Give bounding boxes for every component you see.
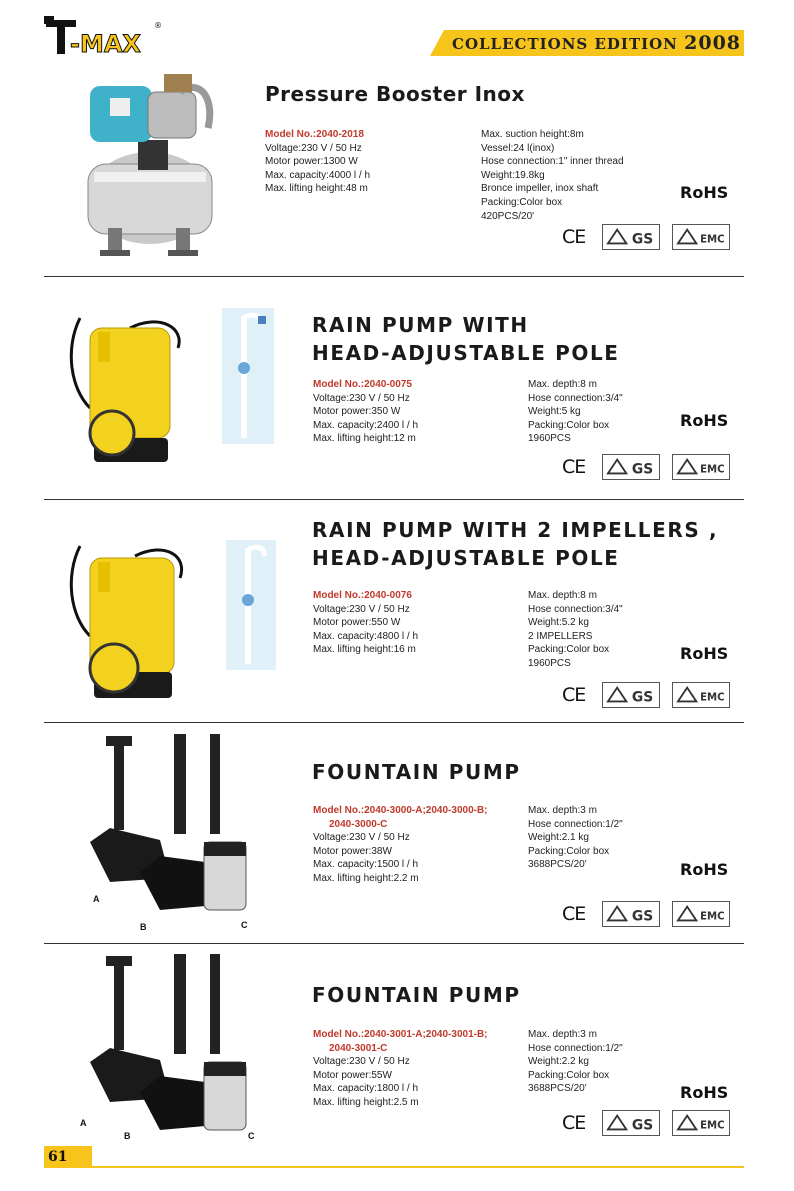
product-title xyxy=(312,311,620,367)
spec-hose: Hose connection:3/4" xyxy=(528,603,623,615)
svg-text:-MAX: -MAX xyxy=(70,30,141,58)
product-title: FOUNTAIN PUMP xyxy=(312,983,521,1007)
spec-weight: Weight:19.8kg xyxy=(481,169,545,181)
spec-left xyxy=(313,804,488,886)
collection-edition-title: COLLECTIONS EDITION 2008 xyxy=(452,32,742,54)
spec-lifting-height: Max. lifting height:12 m xyxy=(313,433,416,445)
model-number: Model No.:2040-0076 xyxy=(313,590,412,601)
product-title: Pressure Booster Inox xyxy=(265,82,525,106)
spec-hose: Hose connection:3/4" xyxy=(528,392,623,404)
section-divider xyxy=(44,276,744,277)
svg-text:GS: GS xyxy=(631,231,654,248)
spec-motor-power: Motor power:55W xyxy=(313,1069,392,1081)
adjustable-pole-photo xyxy=(226,540,276,670)
rohs-label: RoHS xyxy=(680,183,729,202)
spec-lifting-height: Max. lifting height:48 m xyxy=(265,183,368,195)
spec-voltage: Voltage:230 V / 50 Hz xyxy=(313,1056,410,1068)
spec-hose: Hose connection:1/2" xyxy=(528,1042,623,1054)
rain-pump-photo xyxy=(60,308,190,468)
spec-packing: Packing:Color box xyxy=(528,419,610,431)
spec-weight: Weight:5 kg xyxy=(528,406,581,418)
svg-text:EMC: EMC xyxy=(700,1120,725,1132)
caption-b: B xyxy=(124,1131,131,1141)
svg-text:EMC: EMC xyxy=(700,234,725,246)
caption-a: A xyxy=(93,894,100,904)
spec-motor-power: Motor power:1300 W xyxy=(265,156,358,168)
spec-motor-power: Motor power:350 W xyxy=(313,406,401,418)
spec-quantity: 3688PCS/20' xyxy=(528,859,587,871)
title-line-1: RAIN PUMP WITH 2 IMPELLERS , xyxy=(312,518,719,542)
spec-weight: Weight:2.2 kg xyxy=(528,1056,589,1068)
spec-left xyxy=(313,1028,488,1110)
spec-capacity: Max. capacity:4800 l / h xyxy=(313,630,419,642)
spec-right xyxy=(481,128,624,223)
ce-mark-icon: CE xyxy=(562,903,586,925)
section-divider xyxy=(44,499,744,500)
spec-voltage: Voltage:230 V / 50 Hz xyxy=(313,392,410,404)
rohs-label: RoHS xyxy=(680,644,729,663)
spec-depth: Max. depth:3 m xyxy=(528,805,597,816)
spec-lifting-height: Max. lifting height:2.5 m xyxy=(313,1096,419,1108)
title-line-2: HEAD-ADJUSTABLE POLE xyxy=(312,546,620,570)
tuv-emc-mark-icon xyxy=(672,901,730,927)
certification-marks xyxy=(562,224,742,250)
spec-packing: Packing:Color box xyxy=(528,1069,610,1081)
certification-marks xyxy=(562,1110,742,1136)
fountain-pump-photo xyxy=(70,952,250,1142)
spec-lifting-height: Max. lifting height:2.2 m xyxy=(313,872,419,884)
spec-capacity: Max. capacity:4000 l / h xyxy=(265,169,371,181)
ce-mark-icon: CE xyxy=(562,684,586,706)
rain-pump-2-impellers-photo xyxy=(60,536,190,704)
pressure-booster-photo xyxy=(80,68,220,260)
spec-suction-height: Max. suction height:8m xyxy=(481,129,584,140)
tuv-emc-mark-icon xyxy=(672,454,730,480)
caption-c: C xyxy=(241,920,248,930)
title-line-1: RAIN PUMP WITH xyxy=(312,313,529,337)
svg-text:EMC: EMC xyxy=(700,911,725,923)
certification-marks xyxy=(562,454,742,480)
spec-packing: Packing:Color box xyxy=(528,644,610,656)
caption-b: B xyxy=(140,922,147,932)
rohs-label: RoHS xyxy=(680,411,729,430)
rohs-label: RoHS xyxy=(680,860,729,879)
section-divider xyxy=(44,943,744,944)
certification-marks xyxy=(562,682,742,708)
spec-left xyxy=(313,589,418,657)
page-number: 61 xyxy=(48,1149,68,1165)
model-number: Model No.:2040-0075 xyxy=(313,379,412,390)
spec-right xyxy=(528,589,623,671)
spec-capacity: Max. capacity:1800 l / h xyxy=(313,1083,419,1095)
model-number: Model No.:2040-3000-A;2040-3000-B; xyxy=(313,805,488,816)
svg-text:GS: GS xyxy=(631,689,654,706)
footer-rule xyxy=(92,1166,744,1168)
caption-c: C xyxy=(248,1131,255,1141)
tuv-gs-mark-icon xyxy=(602,901,660,927)
tuv-emc-mark-icon xyxy=(672,1110,730,1136)
spec-quantity: 1960PCS xyxy=(528,657,571,669)
spec-hose: Hose connection:1/2" xyxy=(528,818,623,830)
spec-motor-power: Motor power:550 W xyxy=(313,617,401,629)
svg-text:GS: GS xyxy=(631,461,654,478)
svg-text:GS: GS xyxy=(631,908,654,925)
svg-text:EMC: EMC xyxy=(700,692,725,704)
ce-mark-icon: CE xyxy=(562,1112,586,1134)
spec-right xyxy=(528,1028,623,1096)
spec-weight: Weight:5.2 kg xyxy=(528,617,589,629)
model-number-continued: 2040-3001-C xyxy=(329,1042,388,1054)
spec-impellers: 2 IMPELLERS xyxy=(528,630,593,642)
spec-depth: Max. depth:3 m xyxy=(528,1029,597,1040)
certification-marks xyxy=(562,901,742,927)
ce-mark-icon: CE xyxy=(562,226,586,248)
adjustable-pole-photo xyxy=(222,308,274,444)
spec-quantity: 3688PCS/20' xyxy=(528,1083,587,1095)
tuv-gs-mark-icon xyxy=(602,454,660,480)
spec-lifting-height: Max. lifting height:16 m xyxy=(313,644,416,656)
tuv-emc-mark-icon xyxy=(672,224,730,250)
spec-vessel: Vessel:24 l(inox) xyxy=(481,142,555,154)
tuv-gs-mark-icon xyxy=(602,224,660,250)
t-max-logo xyxy=(44,14,164,60)
spec-capacity: Max. capacity:2400 l / h xyxy=(313,419,419,431)
spec-quantity: 420PCS/20' xyxy=(481,210,535,222)
spec-voltage: Voltage:230 V / 50 Hz xyxy=(313,603,410,615)
model-number: Model No.:2040-2018 xyxy=(265,129,364,140)
title-line-2: HEAD-ADJUSTABLE POLE xyxy=(312,341,620,365)
spec-right xyxy=(528,804,623,872)
spec-hose: Hose connection:1" inner thread xyxy=(481,156,624,168)
spec-impeller: Bronce impeller, inox shaft xyxy=(481,183,599,195)
svg-text:EMC: EMC xyxy=(700,464,725,476)
spec-packing: Packing:Color box xyxy=(528,845,610,857)
tuv-gs-mark-icon xyxy=(602,1110,660,1136)
spec-right xyxy=(528,378,623,446)
spec-left xyxy=(313,378,418,446)
spec-left xyxy=(265,128,370,196)
model-number: Model No.:2040-3001-A;2040-3001-B; xyxy=(313,1029,488,1040)
product-title xyxy=(312,516,718,572)
caption-a: A xyxy=(80,1118,87,1128)
spec-depth: Max. depth:8 m xyxy=(528,379,597,390)
spec-voltage: Voltage:230 V / 50 Hz xyxy=(265,142,362,154)
tuv-gs-mark-icon xyxy=(602,682,660,708)
section-divider xyxy=(44,722,744,723)
spec-depth: Max. depth:8 m xyxy=(528,590,597,601)
tuv-emc-mark-icon xyxy=(672,682,730,708)
svg-text:GS: GS xyxy=(631,1117,654,1134)
svg-text:®: ® xyxy=(154,21,162,30)
spec-weight: Weight:2.1 kg xyxy=(528,832,589,844)
rohs-label: RoHS xyxy=(680,1083,729,1102)
spec-packing: Packing:Color box xyxy=(481,196,563,208)
model-number-continued: 2040-3000-C xyxy=(329,818,388,830)
spec-quantity: 1960PCS xyxy=(528,433,571,445)
spec-capacity: Max. capacity:1500 l / h xyxy=(313,859,419,871)
spec-voltage: Voltage:230 V / 50 Hz xyxy=(313,832,410,844)
product-title: FOUNTAIN PUMP xyxy=(312,760,521,784)
spec-motor-power: Motor power:38W xyxy=(313,845,392,857)
ce-mark-icon: CE xyxy=(562,456,586,478)
